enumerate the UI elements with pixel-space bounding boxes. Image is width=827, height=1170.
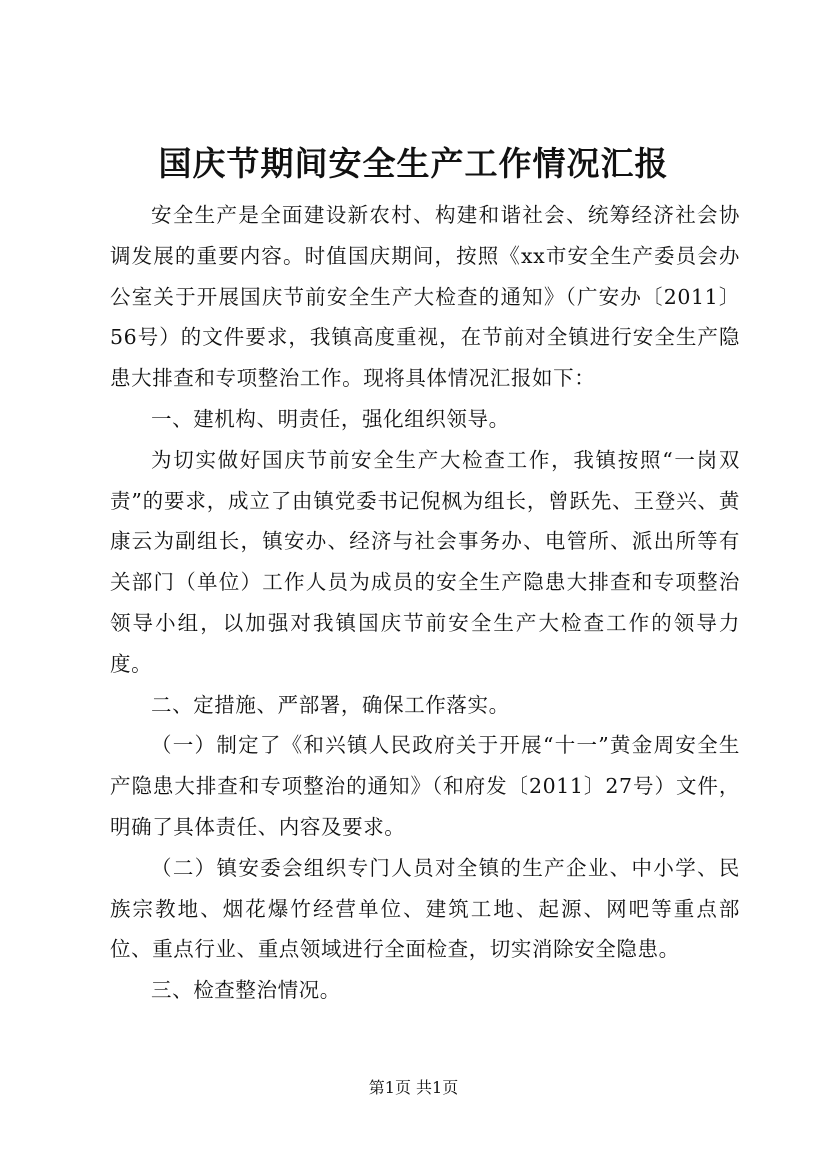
page-footer: 第1页 共1页 <box>368 1078 459 1097</box>
measure-1-paragraph: （一）制定了《和兴镇人民政府关于开展“十一”黄金周安全生产隐患大排查和专项整治的通知》（和府发〔2011〕27号）文件，明确了具体责任、内容及要求。 <box>110 733 740 839</box>
section-1-paragraph: 为切实做好国庆节前安全生产大检查工作，我镇按照“一岗双责”的要求，成立了由镇党委书记倪枫为组长，曾跃先、王登兴、黄康云为副组长，镇安办、经济与社会事务办、电管所、派出所等有关部门（单位）工作人员为成员的安全生产隐患大排查和专项整治领导小组，以加强对我镇国庆节前安全生产大检查工作的领导力度。 <box>110 447 740 676</box>
document-body <box>110 195 740 1011</box>
section-heading-1: 一、建机构、明责任，强化组织领导。 <box>151 406 510 431</box>
section-heading-3: 三、检查整治情况。 <box>151 978 341 1003</box>
section-heading-2: 二、定措施、严部署，确保工作落实。 <box>151 692 510 717</box>
document-title: 国庆节期间安全生产工作情况汇报 <box>158 144 669 183</box>
measure-2-paragraph: （二）镇安委会组织专门人员对全镇的生产企业、中小学、民族宗教地、烟花爆竹经营单位、建筑工地、起源、网吧等重点部位、重点行业、重点领域进行全面检查，切实消除安全隐患。 <box>110 855 740 962</box>
intro-paragraph: 安全生产是全面建设新农村、构建和谐社会、统筹经济社会协调发展的重要内容。时值国庆期间，按照《xx市安全生产委员会办公室关于开展国庆节前安全生产大检查的通知》（广安办〔2011〕56号）的文件要求，我镇高度重视，在节前对全镇进行安全生产隐患大排查和专项整治工作。现将具体情况汇报如下： <box>110 203 740 391</box>
